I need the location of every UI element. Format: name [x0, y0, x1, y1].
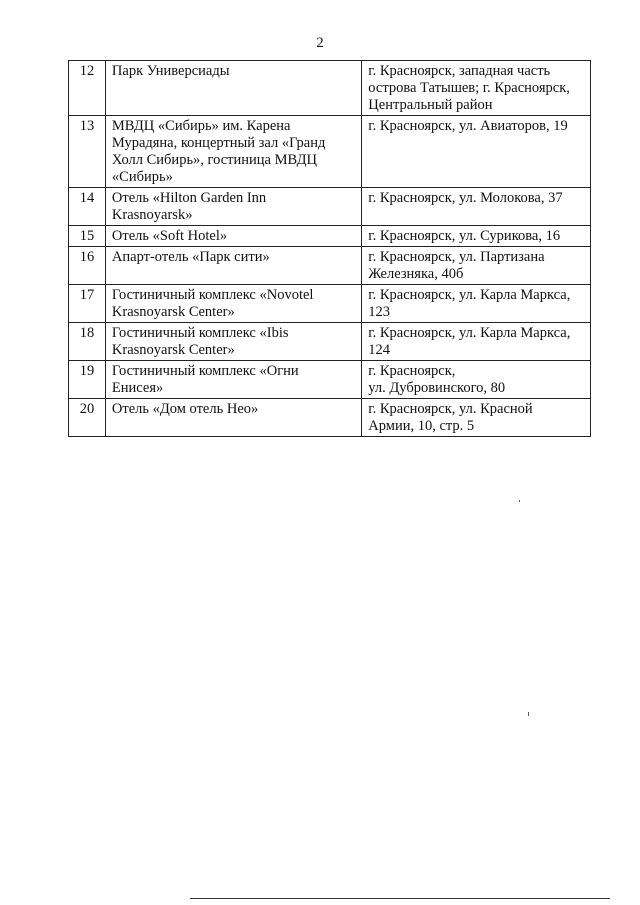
row-number-cell: 17 [69, 285, 106, 323]
row-number-cell: 14 [69, 188, 106, 226]
page-number: 2 [316, 35, 324, 51]
table-row [69, 399, 591, 437]
venue-address-cell: г. Красноярск, ул. Красной Армии, 10, стр. 5 [362, 399, 591, 437]
venue-address-cell: г. Красноярск, ул. Молокова, 37 [362, 188, 591, 226]
table-row [69, 226, 591, 247]
venue-name-cell: Отель «Hilton Garden Inn Krasnoyarsk» [105, 188, 361, 226]
venue-name-cell: Гостиничный комплекс «Огни Енисея» [105, 361, 361, 399]
row-number-cell: 13 [69, 116, 106, 188]
row-number-cell: 15 [69, 226, 106, 247]
venue-name-cell: Гостиничный комплекс «Novotel Krasnoyarsk Center» [105, 285, 361, 323]
row-number-cell: 16 [69, 247, 106, 285]
row-number-cell: 18 [69, 323, 106, 361]
venue-address-cell: г. Красноярск, западная часть острова Татышев; г. Красноярск, Центральный район [362, 61, 591, 116]
venue-address-cell: г. Красноярск, ул. Партизана Железняка, 40б [362, 247, 591, 285]
venue-address-cell: г. Красноярск, ул. Авиаторов, 19 [362, 116, 591, 188]
venues-table [68, 60, 591, 437]
table-row [69, 247, 591, 285]
scan-edge-line [190, 898, 610, 899]
table-row [69, 61, 591, 116]
table-row [69, 285, 591, 323]
row-number-cell: 20 [69, 399, 106, 437]
venue-name-cell: Апарт-отель «Парк сити» [105, 247, 361, 285]
scan-mark [519, 500, 520, 502]
row-number-cell: 19 [69, 361, 106, 399]
venue-name-cell: Отель «Дом отель Нео» [105, 399, 361, 437]
venue-name-cell: Отель «Soft Hotel» [105, 226, 361, 247]
table-row [69, 361, 591, 399]
table-row [69, 323, 591, 361]
venue-address-cell: г. Красноярск, ул. Дубровинского, 80 [362, 361, 591, 399]
venue-name-cell: МВДЦ «Сибирь» им. Карена Мурадяна, концертный зал «Гранд Холл Сибирь», гостиница МВДЦ «Сибирь» [105, 116, 361, 188]
venue-address-cell: г. Красноярск, ул. Карла Маркса, 123 [362, 285, 591, 323]
table-row [69, 116, 591, 188]
venue-name-cell: Гостиничный комплекс «Ibis Krasnoyarsk Center» [105, 323, 361, 361]
venue-address-cell: г. Красноярск, ул. Карла Маркса, 124 [362, 323, 591, 361]
row-number-cell: 12 [69, 61, 106, 116]
scan-mark [528, 712, 529, 716]
venue-name-cell: Парк Универсиады [105, 61, 361, 116]
table-row [69, 188, 591, 226]
venue-address-cell: г. Красноярск, ул. Сурикова, 16 [362, 226, 591, 247]
